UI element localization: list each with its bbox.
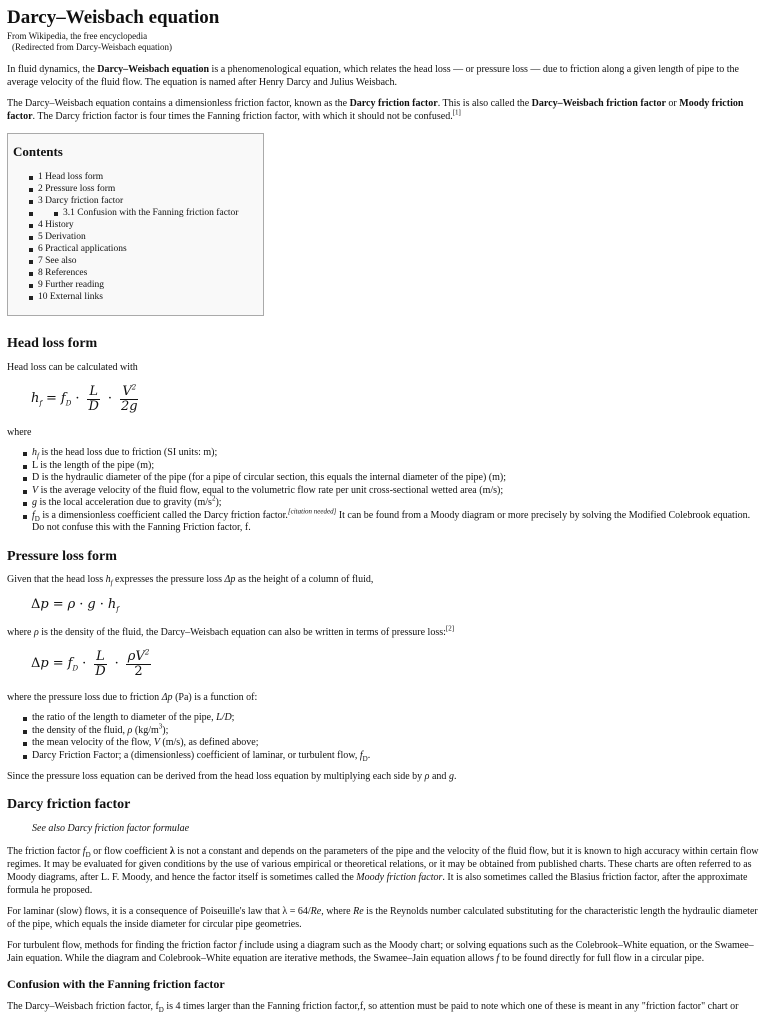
heading-pressure-loss: Pressure loss form xyxy=(7,548,117,564)
list-item: L is the length of the pipe (m); xyxy=(32,460,761,473)
site-subtitle: From Wikipedia, the free encyclopedia xyxy=(7,30,148,41)
darcy-factor-paragraph-3: For turbulent flow, methods for finding the friction factor f include using a diagram such as the Moody chart; or solving equations such as the Colebrook–White equation, or the Swamee–Jain equation. While the diagram and Colebrook–White equation are iterative methods, the Swamee–Jain equation allows f to be found directly for full flow in a circular pipe. xyxy=(7,940,754,965)
list-item: D is the hydraulic diameter of the pipe (for a pipe of circular section, this equals the internal diameter of the pipe) (m); xyxy=(32,472,761,485)
pressure-loss-para: where ρ is the density of the fluid, the Darcy–Weisbach equation can also be written in terms of pressure loss:[2] xyxy=(7,625,455,639)
head-loss-where: where xyxy=(7,427,32,439)
pressure-head-equation: Δ p = ρ · g · $h_f$ xyxy=(31,596,119,614)
heading-fanning-confusion: Confusion with the Fanning friction factor xyxy=(7,977,225,992)
list-item: V is the average velocity of the fluid flow, equal to the volumetric flow rate per unit cross-sectional wetted area (m/s); xyxy=(32,485,761,498)
toc-item-head-loss[interactable]: 1 Head loss form xyxy=(38,171,258,183)
intro-paragraph-1: In fluid dynamics, the Darcy–Weisbach equation is a phenomenological equation, which relates the head loss — or pressure loss — due to friction along a given length of pipe to the average velocity of the fluid flow. The equation is named after Henry Darcy and Julius Weisbach. xyxy=(7,64,739,89)
pressure-loss-variables xyxy=(7,712,761,762)
toc-item-see-also[interactable]: 7 See also xyxy=(38,255,258,267)
fanning-paragraph-1: The Darcy–Weisbach friction factor, $f_D$ is 4 times larger than the Fanning friction factor,f, so attention must be paid to note which one of these is meant in any "friction factor" chart or xyxy=(7,1000,739,1014)
list-item: g is the local acceleration due to gravity $(m/s^2)$; xyxy=(32,497,761,510)
redirect-note[interactable]: (Redirected from Darcy-Weisbach equation) xyxy=(12,41,172,52)
toc-item-history[interactable]: 4 History xyxy=(38,219,258,231)
list-item: $f_D$ is a dimensionless coefficient called the Darcy friction factor.[citation needed] It can be found from a Moody diagram or more precisely by solving the Modified Colebrook equation. Do not confuse this with the Fanning Friction factor, f. xyxy=(32,510,761,535)
ref-2[interactable]: [2] xyxy=(445,625,455,634)
toc-item-derivation[interactable]: 5 Derivation xyxy=(38,231,258,243)
toc-item-pressure-loss[interactable]: 2 Pressure loss form xyxy=(38,183,258,195)
pressure-loss-lead: Given that the head loss $h_f$ expresses the pressure loss Δp as the height of a column of fluid, xyxy=(7,574,374,588)
toc-item-further-reading[interactable]: 9 Further reading xyxy=(38,279,258,291)
toc-subgroup xyxy=(38,207,258,219)
head-loss-equation: $h_f$ = $f_D$ · $\frac{L}{D}$ · $\frac{V^2}{2g}$ xyxy=(31,383,138,414)
head-loss-variables xyxy=(7,447,761,535)
toc-item-fanning-confusion[interactable]: 3.1 Confusion with the Fanning friction factor xyxy=(63,207,258,219)
pressure-loss-equation: Δ p = $f_D$ · $\frac{L}{D}$ · $\frac{\rho V^2}{2}$ xyxy=(31,648,150,679)
see-also-note[interactable]: See also Darcy friction factor formulae xyxy=(32,823,190,835)
list-item: the density of the fluid, ρ $(kg/m^3)$; xyxy=(32,725,761,738)
toc-item-external-links[interactable]: 10 External links xyxy=(38,291,258,303)
list-item: the ratio of the length to diameter of the pipe, L/D; xyxy=(32,712,761,725)
toc-title: Contents xyxy=(13,144,63,160)
pressure-loss-where: where the pressure loss due to friction Δp (Pa) is a function of: xyxy=(7,692,258,704)
toc-item-references[interactable]: 8 References xyxy=(38,267,258,279)
ref-1[interactable]: [1] xyxy=(452,109,461,118)
list-item: the mean velocity of the flow, V (m/s), as defined above; xyxy=(32,737,761,750)
toc-item-applications[interactable]: 6 Practical applications xyxy=(38,243,258,255)
table-of-contents xyxy=(7,133,264,316)
head-loss-lead: Head loss can be calculated with xyxy=(7,362,138,374)
citation-needed[interactable]: [citation needed] xyxy=(287,507,337,516)
pressure-loss-since: Since the pressure loss equation can be derived from the head loss equation by multiplying each side by ρ and g. xyxy=(7,771,457,783)
darcy-factor-paragraph-2: For laminar (slow) flows, it is a consequence of Poiseuille's law that λ = 64/Re, where Re is the Reynolds number calculated substituting for the characteristic length the hydraulic diameter of the pipe, which equals the inside diameter for circular pipe geometries. xyxy=(7,906,758,931)
list-item: $h_f$ is the head loss due to friction (SI units: m); xyxy=(32,447,761,460)
heading-head-loss: Head loss form xyxy=(7,336,98,352)
list-item: Darcy Friction Factor; a (dimensionless) coefficient of laminar, or turbulent flow, $f_D$. xyxy=(32,750,761,763)
intro-paragraph-2: The Darcy–Weisbach equation contains a dimensionless friction factor, known as the Darcy friction factor. This is also called the Darcy–Weisbach friction factor or Moody friction factor. The Darcy friction factor is four times the Fanning friction factor, with which it should not be confused.[1] xyxy=(7,98,744,123)
heading-darcy-factor: Darcy friction factor xyxy=(7,797,131,813)
darcy-factor-paragraph-1: The friction factor $f_D$ or flow coefficient λ is not a constant and depends on the parameters of the pipe and the velocity of the fluid flow, but it is known to high accuracy within certain flow regimes. It may be evaluated for given conditions by the use of various empirical or theoretical relations, or it may be obtained from published charts. These charts are often referred to as Moody diagrams, after L. F. Moody, and hence the factor itself is sometimes called the Moody friction factor. It is also sometimes called the Blasius friction factor, after the approximate formula he proposed. xyxy=(7,846,759,897)
page-title: Darcy–Weisbach equation xyxy=(7,7,220,28)
toc-item-darcy-factor[interactable]: 3 Darcy friction factor xyxy=(38,195,258,207)
